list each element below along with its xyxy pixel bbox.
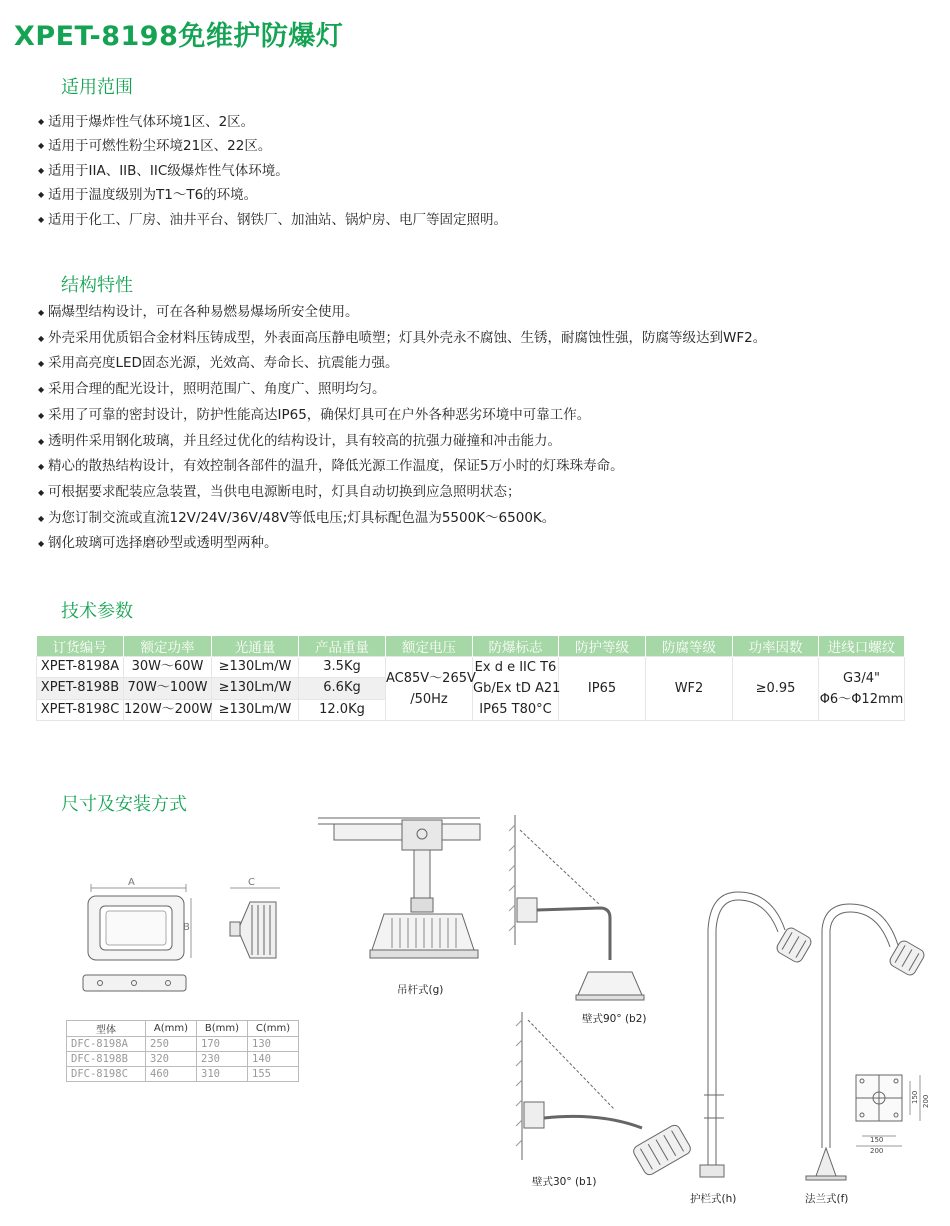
- table-row: [37, 657, 905, 678]
- table-cell: 130: [248, 1037, 299, 1052]
- table-cell: 170: [197, 1037, 248, 1052]
- column-header: 额定功率: [124, 636, 212, 657]
- features-heading: 结构特性: [61, 275, 133, 296]
- list-item: ◆ 采用了可靠的密封设计，防护性能高达IP65，确保灯具可在户外各种恶劣环境中可靠工作。: [38, 403, 766, 429]
- table-header-row: [67, 1021, 299, 1037]
- flux-cell: ≥130Lm/W: [212, 657, 299, 678]
- caption-wall-30: 壁式30° (b1): [532, 1176, 597, 1188]
- exmark-line: Ex d e IIC T6: [474, 660, 557, 675]
- list-item: ◆ 适用于化工、厂房、油井平台、钢铁厂、加油站、锅炉房、电厂等固定照明。: [38, 208, 507, 232]
- weight-cell: 3.5Kg: [299, 657, 386, 678]
- guardrail-mount-drawing: [700, 892, 813, 1177]
- table-cell: 460: [146, 1067, 197, 1082]
- thread-line: G3/4": [843, 670, 880, 686]
- specs-table: [36, 636, 905, 721]
- list-item: ◆ 适用于爆炸性气体环境1区、2区。: [38, 110, 507, 134]
- dimension-table: [66, 1020, 299, 1082]
- table-cell: 230: [197, 1052, 248, 1067]
- scope-heading: 适用范围: [61, 77, 133, 98]
- list-item: ◆ 钢化玻璃可选择磨砂型或透明型两种。: [38, 531, 766, 557]
- column-header: 防腐等级: [646, 636, 733, 657]
- column-header: 光通量: [212, 636, 299, 657]
- weight-cell: 6.6Kg: [299, 678, 386, 699]
- exmark-line: Gb/Ex tD A21: [473, 681, 561, 696]
- flux-cell: ≥130Lm/W: [212, 699, 299, 720]
- list-item: ◆ 适用于温度级别为T1～T6的环境。: [38, 183, 507, 207]
- caption-flange: 法兰式(f): [805, 1193, 849, 1205]
- caption-guardrail: 护栏式(h): [690, 1193, 737, 1205]
- install-heading: 尺寸及安装方式: [61, 794, 187, 815]
- dimension-b-label: B: [183, 922, 190, 933]
- ip-cell: IP65: [559, 657, 646, 721]
- voltage-line: /50Hz: [410, 691, 448, 707]
- list-item: ◆ 精心的散热结构设计，有效控制各部件的温升，降低光源工作温度，保证5万小时的灯珠珠寿命。: [38, 454, 766, 480]
- column-header: C(mm): [248, 1021, 299, 1037]
- specs-heading: 技术参数: [61, 601, 133, 622]
- flange-dim-h2: 200: [922, 1094, 930, 1108]
- table-row: [67, 1037, 299, 1052]
- dimension-c-label: C: [248, 877, 255, 888]
- column-header: 功率因数: [733, 636, 819, 657]
- table-cell: 140: [248, 1052, 299, 1067]
- power-cell: 30W～60W: [124, 657, 212, 678]
- pendant-mount-drawing: [318, 818, 480, 958]
- table-cell: DFC-8198C: [67, 1067, 146, 1082]
- column-header: 防爆标志: [473, 636, 559, 657]
- voltage-cell: [386, 657, 476, 721]
- column-header: 额定电压: [386, 636, 473, 657]
- features-list: [38, 300, 766, 557]
- column-header: 型体: [67, 1021, 146, 1037]
- thread-line: Φ6～Φ12mm: [819, 691, 904, 707]
- table-cell: 320: [146, 1052, 197, 1067]
- list-item: ◆ 透明件采用钢化玻璃，并且经过优化的结构设计，具有较高的抗强力碰撞和冲击能力。: [38, 429, 766, 455]
- power-cell: 120W～200W: [124, 699, 212, 720]
- caption-pendant: 吊杆式(g): [397, 984, 444, 996]
- list-item: ◆ 采用高亮度LED固态光源，光效高、寿命长、抗震能力强。: [38, 351, 766, 377]
- scope-list: [38, 110, 507, 232]
- table-header-row: [37, 636, 905, 657]
- list-item: ◆ 可根据要求配装应急装置，当供电电源断电时，灯具自动切换到应急照明状态；: [38, 480, 766, 506]
- power-cell: 70W～100W: [124, 678, 212, 699]
- model-cell: XPET-8198B: [37, 678, 124, 699]
- wf-cell: WF2: [646, 657, 733, 721]
- list-item: ◆ 为您订制交流或直流12V/24V/36V/48V等低电压;灯具标配色温为5500K～6500K。: [38, 506, 766, 532]
- flange-dim-h1: 150: [911, 1090, 919, 1104]
- column-header: A(mm): [146, 1021, 197, 1037]
- flange-dim-w1: 150: [870, 1136, 884, 1144]
- list-item: ◆ 适用于IIA、IIB、IIC级爆炸性气体环境。: [38, 159, 507, 183]
- weight-cell: 12.0Kg: [299, 699, 386, 720]
- page-title: XPET-8198免维护防爆灯: [14, 21, 344, 52]
- table-cell: 250: [146, 1037, 197, 1052]
- list-item: ◆ 外壳采用优质铝合金材料压铸成型，外表面高压静电喷塑；灯具外壳永不腐蚀、生锈，耐腐蚀性强，防腐等级达到WF2。: [38, 326, 766, 352]
- exmark-cell: [473, 657, 559, 721]
- column-header: 防护等级: [559, 636, 646, 657]
- table-cell: 155: [248, 1067, 299, 1082]
- side-view-drawing: [230, 888, 280, 958]
- table-cell: 310: [197, 1067, 248, 1082]
- thread-cell: [819, 657, 905, 721]
- table-cell: DFC-8198B: [67, 1052, 146, 1067]
- voltage-line: AC85V～265V: [386, 670, 476, 686]
- front-view-drawing: [83, 884, 191, 991]
- list-item: ◆ 适用于可燃性粉尘环境21区、22区。: [38, 134, 507, 158]
- model-cell: XPET-8198C: [37, 699, 124, 720]
- wall-90-mount-drawing: [509, 815, 644, 1000]
- exmark-line: IP65 T80°C: [479, 702, 552, 717]
- flange-mount-drawing: [806, 904, 926, 1180]
- dimension-a-label: A: [128, 877, 135, 888]
- column-header: 产品重量: [299, 636, 386, 657]
- table-cell: DFC-8198A: [67, 1037, 146, 1052]
- pf-cell: ≥0.95: [733, 657, 819, 721]
- table-row: [67, 1067, 299, 1082]
- model-cell: XPET-8198A: [37, 657, 124, 678]
- table-row: [67, 1052, 299, 1067]
- column-header: 进线口螺纹: [819, 636, 905, 657]
- flux-cell: ≥130Lm/W: [212, 678, 299, 699]
- column-header: B(mm): [197, 1021, 248, 1037]
- list-item: ◆ 隔爆型结构设计，可在各种易燃易爆场所安全使用。: [38, 300, 766, 326]
- flange-dim-w2: 200: [870, 1147, 884, 1155]
- installation-drawings: [0, 780, 950, 1226]
- wall-30-mount-drawing: [516, 1012, 693, 1177]
- caption-wall-90: 壁式90° (b2): [582, 1013, 647, 1025]
- column-header: 订货编号: [37, 636, 124, 657]
- list-item: ◆ 采用合理的配光设计，照明范围广、角度广、照明均匀。: [38, 377, 766, 403]
